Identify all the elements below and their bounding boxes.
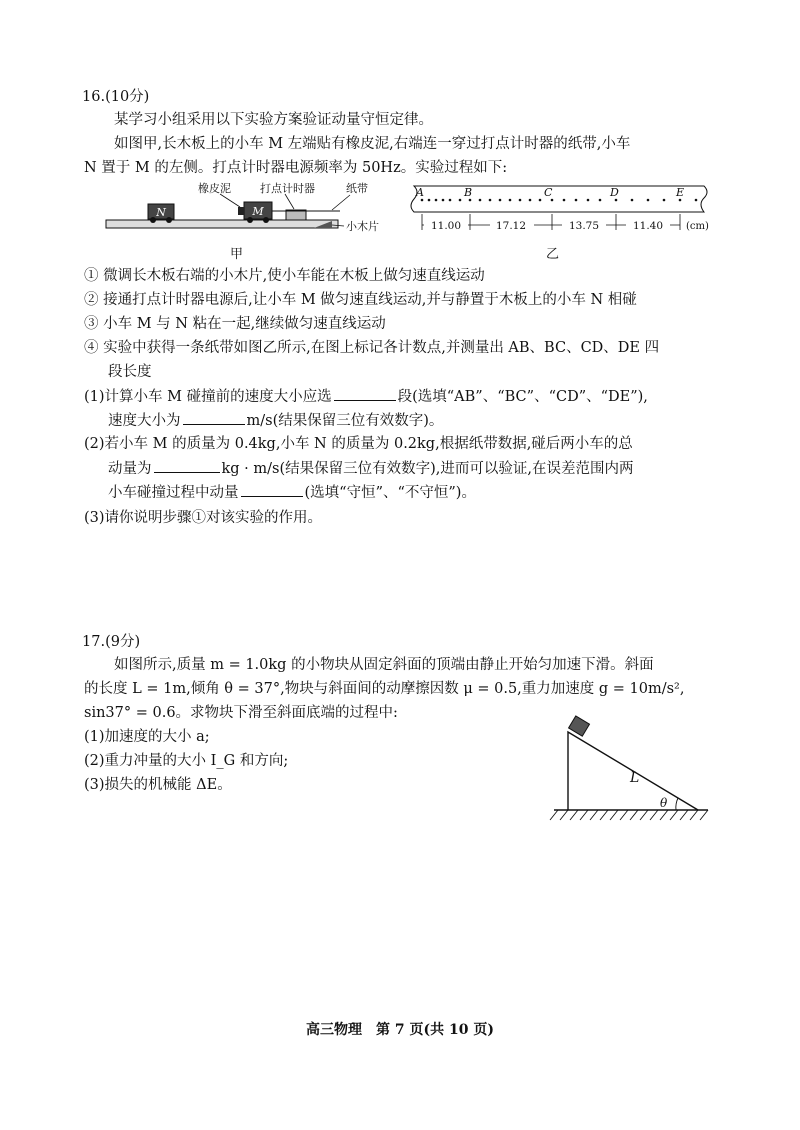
point-C: C: [544, 186, 553, 199]
car-M-label: M: [252, 205, 264, 218]
figure-yi: [404, 180, 724, 265]
segment-CD: 13.75: [568, 220, 600, 232]
block: [569, 716, 590, 736]
q17-part2: (2)重力冲量的大小 I_G 和方向;: [84, 753, 289, 769]
q16-step-3: ③ 小车 M 与 N 粘在一起,继续做匀速直线运动: [84, 316, 386, 332]
q16-number: 16.: [82, 89, 106, 105]
answer-blank-momentum[interactable]: [154, 458, 220, 473]
q17-line1: 如图所示,质量 m = 1.0kg 的小物块从固定斜面的顶端由静止开始匀加速下滑。斜面: [114, 657, 654, 673]
tape-dots: [421, 199, 698, 202]
q16-desc-line1: 如图甲,长木板上的小车 M 左端贴有橡皮泥,右端连一穿过打点计时器的纸带,小车: [114, 136, 631, 152]
q16-desc-line2: N 置于 M 的左侧。打点计时器电源频率为 50Hz。实验过程如下:: [84, 160, 508, 176]
segment-unit: (cm): [686, 221, 709, 232]
q16-step-4: ④ 实验中获得一条纸带如图乙所示,在图上标记各计数点,并测量出 AB、BC、CD、DE 四: [84, 340, 660, 356]
segment-AB: 11.00: [430, 220, 462, 232]
q16-part3: (3)请你说明步骤①对该实验的作用。: [84, 510, 323, 526]
ground-hatching: [550, 810, 708, 820]
q17-header: [82, 632, 140, 652]
q16-step-1: ① 微调长木板右端的小木片,使小车能在木板上做匀速直线运动: [84, 268, 485, 284]
car-N-label: N: [156, 206, 166, 219]
label-theta: θ: [660, 796, 668, 810]
label-wood: 小木片: [346, 220, 379, 233]
label-L: L: [630, 770, 640, 786]
point-A: A: [416, 186, 424, 199]
q17-line3: sin37° = 0.6。求物块下滑至斜面底端的过程中:: [84, 705, 398, 721]
q16-part2-line3: 小车碰撞过程中动量 (选填“守恒”、“不守恒”)。: [108, 482, 476, 503]
label-tape: 纸带: [346, 182, 368, 195]
label-putty: 橡皮泥: [198, 182, 231, 195]
q17-line2: 的长度 L = 1m,倾角 θ = 37°,物块与斜面间的动摩擦因数 μ = 0.5,重力加速度 g = 10m/s²,: [84, 681, 685, 697]
label-timer: 打点计时器: [260, 182, 315, 195]
page-footer: 高三物理 第 7 页(共 10 页): [306, 1022, 494, 1038]
figure-jia: [100, 180, 400, 265]
q17-number: 17.: [82, 634, 106, 650]
point-D: D: [610, 186, 619, 199]
tape-outline: [411, 186, 707, 212]
q17-score: (9分): [105, 634, 141, 650]
q17-part1: (1)加速度的大小 a;: [84, 729, 210, 745]
point-E: E: [676, 186, 685, 199]
segment-BC: 17.12: [495, 220, 527, 232]
segment-DE: 11.40: [632, 220, 664, 232]
q16-step-2: ② 接通打点计时器电源后,让小车 M 做匀速直线运动,并与静置于木板上的小车 N 相碰: [84, 292, 637, 308]
caption-yi: 乙: [546, 247, 560, 262]
long-board: [106, 220, 338, 228]
q16-part1-line2: 速度大小为 m/s(结果保留三位有效数字)。: [108, 410, 443, 431]
q16-step-4-cont: 段长度: [108, 364, 152, 380]
q16-part1-line1: (1)计算小车 M 碰撞前的速度大小应选 段(选填“AB”、“BC”、“CD”、“DE”),: [84, 386, 648, 407]
q16-header: [82, 87, 149, 107]
q16-intro: 某学习小组采用以下实验方案验证动量守恒定律。: [114, 112, 433, 128]
caption-jia: 甲: [230, 247, 244, 262]
incline-figure: [548, 712, 718, 832]
point-B: B: [464, 186, 473, 199]
q17-part3: (3)损失的机械能 ΔE。: [84, 777, 232, 793]
answer-blank-conservation[interactable]: [241, 482, 303, 497]
answer-blank-velocity[interactable]: [183, 410, 245, 425]
q16-part2-line1: (2)若小车 M 的质量为 0.4kg,小车 N 的质量为 0.2kg,根据纸带数据,碰后两小车的总: [84, 436, 633, 452]
answer-blank-segment[interactable]: [334, 386, 396, 401]
q16-part2-line2: 动量为 kg · m/s(结果保留三位有效数字),进而可以验证,在误差范围内两: [108, 458, 634, 479]
q16-score: (10分): [105, 89, 150, 105]
